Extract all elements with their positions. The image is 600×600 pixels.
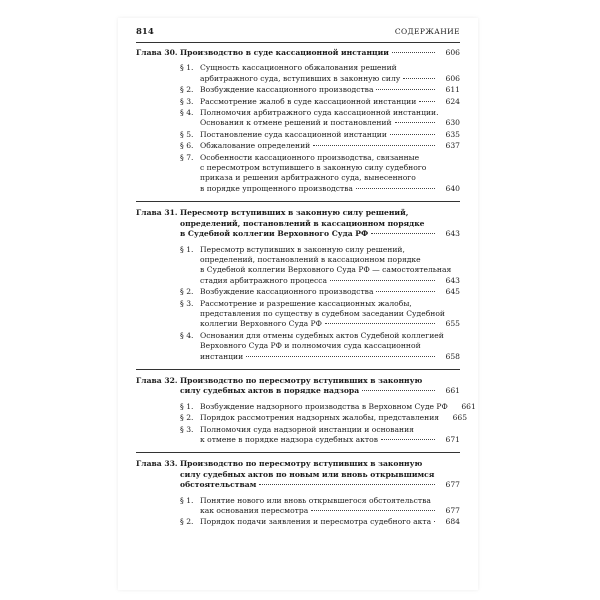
- section-entry: [180, 331, 460, 362]
- dot-leader: [376, 291, 435, 292]
- section-page-ref: 606: [445, 73, 460, 83]
- section-number: § 3.: [180, 96, 194, 106]
- section-title: [200, 299, 460, 330]
- section-title-line: определений, постановлений в кассационном порядке: [200, 254, 421, 264]
- section-number: § 4.: [180, 330, 194, 340]
- section-entry-text: Основания к отмене решений и постановлений: [200, 118, 392, 128]
- dot-leader: [313, 145, 435, 146]
- section-title: [200, 63, 460, 84]
- section-title-line: Верховного Суда РФ и полномочия суда кассационной: [200, 341, 421, 351]
- chapter-title: [180, 376, 460, 397]
- section-page-ref: 645: [445, 287, 460, 297]
- section-entry-line: [200, 85, 460, 95]
- section-entry-line: [200, 276, 460, 286]
- section-entry-text: арбитражного суда, вступивших в законную силу: [200, 73, 401, 83]
- chapter-entry-text: силу судебных актов в порядке надзора: [180, 386, 360, 396]
- section-entry-text: в порядке упрощенного производства: [200, 183, 353, 193]
- chapter-title: [180, 208, 460, 239]
- section-page-ref: 661: [461, 401, 476, 411]
- section-title: [200, 517, 460, 527]
- dot-leader: [381, 439, 435, 440]
- section-title-line: в Судебной коллегии Верховного Суда РФ — самостоятельная: [200, 265, 452, 275]
- section-number: § 1.: [180, 401, 194, 411]
- chapter-separator: [136, 452, 460, 453]
- section-title-line: Сущность кассационного обжалования решений: [200, 63, 397, 73]
- chapter-separator: [136, 369, 460, 370]
- section-entry-line: [200, 141, 460, 151]
- section-entry: [180, 63, 460, 84]
- dot-leader: [259, 484, 435, 485]
- section-number: § 3.: [180, 298, 194, 308]
- chapter-entry-line: [180, 480, 460, 490]
- section-page-ref: 655: [445, 319, 460, 329]
- section-entry-text: стадия арбитражного процесса: [200, 275, 328, 285]
- chapter-heading: [136, 459, 460, 490]
- section-title: [200, 496, 460, 517]
- section-entry-line: [200, 287, 460, 297]
- section-title: [200, 331, 460, 362]
- section-entry-line: [200, 130, 460, 140]
- section-title: [200, 245, 460, 287]
- section-page-ref: 684: [445, 517, 460, 527]
- chapter-title-line: Пересмотр вступивших в законную силу решений,: [180, 208, 409, 218]
- section-page-ref: 640: [445, 183, 460, 193]
- section-number: § 7.: [180, 152, 194, 162]
- section-title-line: приказа и решения арбитражного суда, вынесенного: [200, 173, 416, 183]
- section-entry: [180, 97, 460, 107]
- chapter-title-line: определений, постановлений в кассационном порядке: [180, 218, 425, 228]
- section-title-line: Понятие нового или вновь открывшегося обстоятельства: [200, 495, 431, 505]
- chapter-page-ref: 677: [445, 480, 460, 490]
- section-entry-text: Возбуждение кассационного производства: [200, 287, 374, 297]
- section-entry: [180, 130, 460, 140]
- chapter-entry-line: [180, 386, 460, 396]
- section-entry-text: Постановление суда кассационной инстанции: [200, 129, 387, 139]
- section-title: [200, 153, 460, 195]
- section-entry-text: Возбуждение надзорного производства в Верховном Суде РФ: [200, 401, 448, 411]
- section-entry-line: [200, 352, 460, 362]
- section-list: [180, 496, 460, 528]
- dot-leader: [403, 78, 435, 79]
- dot-leader: [356, 188, 435, 189]
- section-entry-text: Возбуждение кассационного производства: [200, 85, 374, 95]
- section-entry-line: [200, 97, 460, 107]
- chapter-label: Глава 30.: [136, 48, 178, 57]
- section-title-line: Основания для отмены судебных актов Судебной коллегией: [200, 330, 444, 340]
- chapter-title: [180, 459, 460, 490]
- section-entry: [180, 299, 460, 330]
- chapter-label: Глава 32.: [136, 375, 178, 385]
- section-page-ref: 665: [452, 413, 468, 423]
- dot-leader: [376, 89, 435, 90]
- section-entry: [180, 413, 468, 423]
- dot-leader: [371, 233, 435, 234]
- chapter-separator: [136, 201, 460, 202]
- chapter-entry-text: Производство в суде кассационной инстанции: [180, 48, 389, 57]
- section-entry-line: [200, 435, 460, 445]
- section-list: [180, 401, 476, 446]
- section-entry-line: [200, 118, 460, 128]
- dot-leader: [246, 356, 435, 357]
- section-title-line: Полномочия арбитражного суда кассационной инстанции.: [200, 108, 439, 118]
- dot-leader: [395, 122, 435, 123]
- page-number: 814: [136, 27, 154, 37]
- section-number: § 2.: [180, 517, 194, 527]
- table-of-contents: [136, 48, 476, 529]
- section-entry: [180, 425, 460, 446]
- section-page-ref: 611: [445, 85, 460, 95]
- section-page-ref: 671: [445, 435, 460, 444]
- section-entry: [180, 287, 460, 297]
- section-entry-line: [200, 506, 460, 516]
- chapter-page-ref: 643: [445, 229, 460, 239]
- section-title: [200, 413, 467, 423]
- header-rule: [136, 42, 460, 43]
- book-page: [118, 18, 478, 590]
- chapter-title-line: Производство по пересмотру вступивших в законную: [180, 375, 423, 385]
- chapter-heading: [136, 208, 460, 239]
- chapter-entry-line: [180, 229, 460, 239]
- running-title: СОДЕРЖАНИЕ: [394, 27, 460, 36]
- chapter-heading: [136, 376, 460, 397]
- section-list: [180, 63, 460, 194]
- section-page-ref: 635: [445, 129, 460, 139]
- section-number: § 1.: [180, 495, 194, 505]
- section-title: [200, 97, 460, 107]
- section-entry: [180, 401, 476, 412]
- section-number: § 2.: [180, 413, 194, 423]
- section-title: [200, 425, 460, 446]
- section-number: § 1.: [180, 63, 194, 73]
- chapter-heading: [136, 48, 460, 58]
- section-entry-text: инстанции: [200, 351, 244, 361]
- section-entry-text: Обжалование определений: [200, 141, 311, 151]
- section-number: § 5.: [180, 129, 194, 139]
- section-entry-line: [200, 402, 476, 412]
- section-number: § 4.: [180, 108, 194, 118]
- dot-leader: [330, 280, 435, 281]
- chapter-label: Глава 31.: [136, 208, 178, 218]
- dot-leader: [392, 52, 435, 53]
- section-entry-text: как основания пересмотра: [200, 506, 309, 516]
- chapter-page-ref: 661: [445, 386, 460, 396]
- dot-leader: [325, 323, 435, 324]
- section-entry-line: [200, 74, 460, 84]
- section-number: § 2.: [180, 85, 194, 95]
- section-page-ref: 630: [445, 118, 460, 128]
- section-page-ref: 658: [445, 351, 460, 361]
- section-page-ref: 643: [445, 275, 460, 285]
- section-entry-text: Порядок подачи заявления и пересмотра судебного акта: [200, 517, 432, 527]
- section-entry: [180, 85, 460, 95]
- section-number: § 1.: [180, 244, 194, 254]
- section-entry-line: [200, 517, 460, 527]
- section-entry: [180, 245, 460, 287]
- section-entry: [180, 108, 460, 129]
- section-title: [200, 85, 460, 95]
- chapter-entry-text: в Судебной коллегии Верховного Суда РФ: [180, 229, 369, 239]
- section-title: [200, 141, 460, 151]
- section-entry: [180, 141, 460, 151]
- section-entry-text: Порядок рассмотрения надзорных жалобы, представления: [200, 413, 440, 423]
- chapter-title: [180, 48, 460, 58]
- section-title-line: Пересмотр вступивших в законную силу решений,: [200, 244, 405, 254]
- section-entry-line: [200, 319, 460, 329]
- chapter-entry-line: [180, 48, 460, 58]
- dot-leader: [419, 101, 435, 102]
- section-title: [200, 287, 460, 297]
- dot-leader: [434, 521, 435, 522]
- section-title: [200, 108, 460, 129]
- section-page-ref: 677: [445, 506, 460, 516]
- chapter-title-line: Производство по пересмотру вступивших в законную: [180, 459, 423, 469]
- section-title: [200, 402, 476, 412]
- chapter-page-ref: 606: [445, 48, 460, 57]
- section-title-line: Особенности кассационного производства, связанные: [200, 152, 420, 162]
- section-page-ref: 624: [445, 96, 460, 106]
- section-title-line: с пересмотром вступившего в законную силу судебного: [200, 163, 427, 173]
- section-number: § 2.: [180, 287, 194, 297]
- dot-leader: [362, 390, 435, 391]
- section-entry: [180, 153, 460, 195]
- section-title: [200, 130, 460, 140]
- section-page-ref: 637: [445, 141, 460, 151]
- section-entry: [180, 496, 460, 517]
- section-list: [180, 245, 460, 362]
- section-title-line: Рассмотрение и разрешение кассационных жалобы,: [200, 298, 412, 308]
- chapter-entry-text: обстоятельствам: [180, 480, 257, 490]
- section-title-line: представления по существу в судебном заседании Судебной: [200, 308, 445, 318]
- section-entry-text: Рассмотрение жалоб в суде кассационной инстанции: [200, 96, 417, 106]
- section-entry-line: [200, 413, 467, 423]
- section-entry-text: коллегии Верховного Суда РФ: [200, 319, 322, 329]
- chapter-title-line: силу судебных актов по новым или вновь открывшимся: [180, 469, 435, 479]
- section-entry-line: [200, 184, 460, 194]
- running-header: [136, 27, 460, 37]
- section-number: § 6.: [180, 141, 194, 151]
- section-title-line: Полномочия суда надзорной инстанции и основания: [200, 424, 414, 434]
- section-entry: [180, 517, 460, 527]
- dot-leader: [311, 510, 435, 511]
- chapter-label: Глава 33.: [136, 459, 178, 469]
- section-number: § 3.: [180, 424, 194, 434]
- dot-leader: [390, 134, 435, 135]
- section-entry-text: к отмене в порядке надзора судебных актов: [200, 435, 378, 444]
